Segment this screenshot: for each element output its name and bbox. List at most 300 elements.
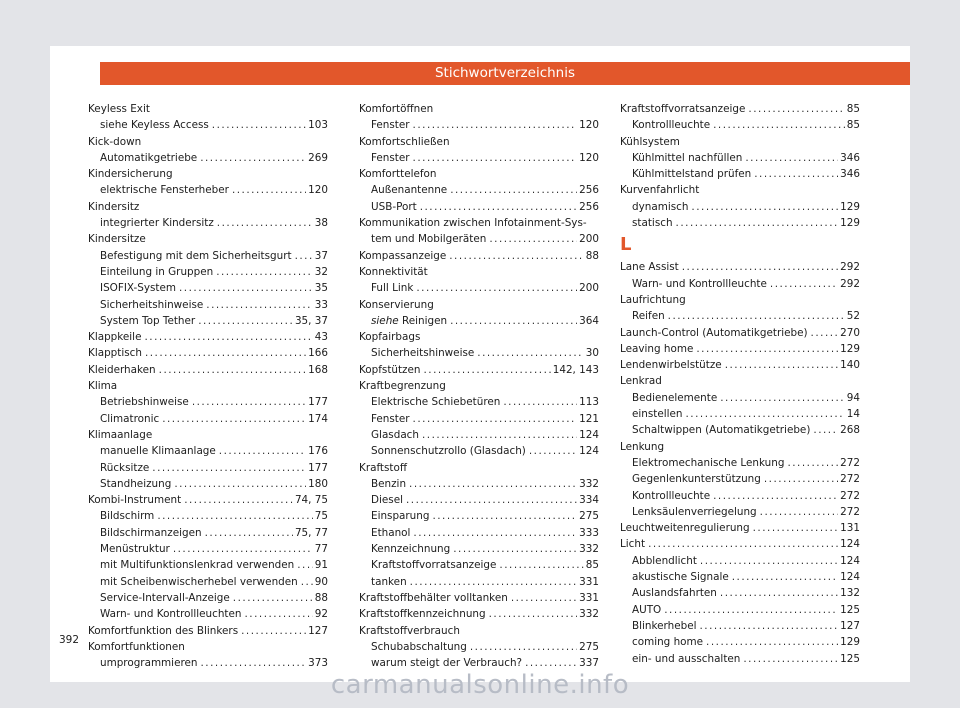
entry-text: Lane Assist bbox=[620, 261, 679, 274]
dot-leader bbox=[145, 345, 306, 361]
dot-leader bbox=[682, 259, 838, 275]
entry-page-ref: 129 bbox=[840, 342, 860, 355]
index-subentry bbox=[620, 602, 860, 618]
entry-text: Kindersitze bbox=[88, 233, 146, 246]
index-entry bbox=[359, 378, 599, 394]
entry-page-ref: 332 bbox=[579, 477, 599, 490]
entry-label bbox=[100, 525, 202, 541]
entry-label bbox=[632, 215, 673, 231]
entry-text: siehe Keyless Access bbox=[100, 119, 209, 132]
index-subentry bbox=[620, 117, 860, 133]
dot-leader bbox=[216, 264, 313, 280]
index-subentry bbox=[88, 476, 328, 492]
entry-page-ref: 35 bbox=[314, 282, 328, 295]
entry-text: Kraftbegrenzung bbox=[359, 380, 446, 393]
index-entry bbox=[359, 329, 599, 345]
entry-page-ref: 132 bbox=[840, 587, 860, 600]
entry-label bbox=[88, 492, 181, 508]
entry-text: Sicherheitshinweise bbox=[100, 298, 204, 311]
dot-leader bbox=[157, 508, 312, 524]
entry-page-ref: 272 bbox=[840, 456, 860, 469]
entry-text: Kindersitz bbox=[88, 200, 140, 213]
entry-label bbox=[100, 606, 241, 622]
entry-page-ref: 85 bbox=[846, 103, 860, 115]
entry-text: Kraftstoffverbrauch bbox=[359, 624, 460, 637]
dot-leader bbox=[413, 411, 578, 427]
entry-text: Kraftstoff bbox=[359, 461, 408, 474]
dot-leader bbox=[764, 471, 838, 487]
index-entry bbox=[359, 166, 599, 182]
entry-label bbox=[100, 248, 292, 264]
entry-label bbox=[359, 623, 460, 639]
entry-label bbox=[359, 264, 428, 280]
dot-leader bbox=[416, 280, 577, 296]
index-subentry bbox=[359, 574, 599, 590]
dot-leader bbox=[184, 492, 293, 508]
dot-leader bbox=[489, 231, 577, 247]
entry-text: Blinkerhebel bbox=[632, 619, 697, 632]
entry-label bbox=[371, 182, 447, 198]
index-subentry bbox=[620, 166, 860, 182]
entry-text: Konnektivität bbox=[359, 265, 428, 278]
index-subentry bbox=[359, 557, 599, 573]
entry-page-ref: 125 bbox=[840, 603, 860, 616]
entry-page-ref: 94 bbox=[846, 391, 860, 404]
entry-label bbox=[632, 569, 729, 585]
entry-text: Laufrichtung bbox=[620, 293, 686, 306]
index-subentry bbox=[88, 182, 328, 198]
entry-page-ref: 113 bbox=[579, 396, 599, 409]
index-subentry bbox=[88, 297, 328, 313]
entry-page-ref: 38 bbox=[314, 217, 328, 230]
entry-label bbox=[632, 471, 761, 487]
index-entry bbox=[359, 215, 599, 231]
entry-page-ref: 120 bbox=[308, 184, 328, 197]
entry-text: Befestigung mit dem Sicherheitsgurt bbox=[100, 249, 292, 262]
dot-leader bbox=[743, 651, 838, 667]
index-entry bbox=[359, 101, 599, 117]
index-entry bbox=[359, 623, 599, 639]
dot-leader bbox=[748, 101, 844, 117]
entry-label bbox=[632, 166, 751, 182]
index-entry bbox=[620, 325, 860, 341]
entry-text: Schaltwippen (Automatikgetriebe) bbox=[632, 424, 811, 437]
entry-label bbox=[359, 248, 446, 264]
entry-page-ref: 140 bbox=[840, 359, 860, 372]
entry-text: Keyless Exit bbox=[88, 103, 150, 115]
index-subentry bbox=[359, 280, 599, 296]
entry-text: System Top Tether bbox=[100, 314, 196, 327]
index-entry bbox=[88, 639, 328, 655]
entry-text: Kombi-Instrument bbox=[88, 494, 182, 507]
index-subentry bbox=[359, 182, 599, 198]
entry-page-ref: 90 bbox=[314, 575, 328, 588]
index-letter-heading: L bbox=[620, 234, 632, 256]
entry-label bbox=[88, 199, 139, 215]
entry-label bbox=[88, 623, 238, 639]
index-entry bbox=[359, 264, 599, 280]
index-subentry bbox=[359, 231, 599, 247]
entry-label bbox=[632, 117, 710, 133]
entry-label bbox=[620, 325, 808, 341]
entry-page-ref: 88 bbox=[585, 249, 599, 262]
entry-page-ref: 272 bbox=[840, 473, 860, 486]
entry-page-ref: 35, 37 bbox=[294, 314, 328, 327]
index-column-3 bbox=[620, 101, 860, 667]
entry-page-ref: 292 bbox=[840, 261, 860, 274]
entry-page-ref: 121 bbox=[579, 412, 599, 425]
dot-leader bbox=[525, 655, 577, 671]
dot-leader bbox=[413, 150, 578, 166]
entry-text: Komfortschließen bbox=[359, 135, 450, 148]
entry-label bbox=[371, 199, 417, 215]
index-subentry bbox=[88, 117, 328, 133]
entry-label bbox=[88, 101, 150, 117]
index-entry bbox=[620, 373, 860, 389]
dot-leader bbox=[295, 248, 313, 264]
entry-page-ref: 275 bbox=[579, 510, 599, 523]
entry-page-ref: 176 bbox=[308, 445, 328, 458]
entry-text: Kraftstoffvorratsanzeige bbox=[371, 559, 497, 572]
entry-label bbox=[100, 313, 195, 329]
entry-label bbox=[632, 422, 810, 438]
entry-text: Komforttelefon bbox=[359, 168, 437, 181]
entry-page-ref: 129 bbox=[840, 217, 860, 230]
entry-label bbox=[100, 557, 294, 573]
dot-leader bbox=[648, 536, 838, 552]
entry-text: Sicherheitshinweise bbox=[371, 347, 475, 360]
entry-label bbox=[359, 166, 436, 182]
index-entry bbox=[620, 101, 860, 117]
index-subentry bbox=[359, 150, 599, 166]
index-entry bbox=[88, 329, 328, 345]
entry-label bbox=[88, 345, 142, 361]
index-subentry bbox=[359, 508, 599, 524]
entry-text: Warn- und Kontrollleuchten bbox=[100, 608, 242, 621]
index-entry bbox=[620, 259, 860, 275]
index-subentry bbox=[88, 541, 328, 557]
index-subentry bbox=[620, 569, 860, 585]
dot-leader bbox=[219, 443, 306, 459]
dot-leader bbox=[477, 345, 584, 361]
entry-text: Benzin bbox=[371, 477, 407, 490]
dot-leader bbox=[813, 422, 838, 438]
dot-leader bbox=[413, 525, 577, 541]
entry-text: Bedienelemente bbox=[632, 391, 718, 404]
entry-page-ref: 124 bbox=[840, 538, 860, 551]
dot-leader bbox=[745, 150, 838, 166]
index-subentry bbox=[620, 406, 860, 422]
entry-label bbox=[100, 394, 189, 410]
entry-label bbox=[88, 427, 152, 443]
dot-leader bbox=[664, 602, 838, 618]
index-subentry bbox=[359, 492, 599, 508]
dot-leader bbox=[410, 574, 578, 590]
index-subentry bbox=[620, 276, 860, 292]
index-subentry bbox=[88, 508, 328, 524]
entry-page-ref: 364 bbox=[579, 314, 599, 327]
entry-label bbox=[620, 341, 693, 357]
dot-leader bbox=[811, 325, 839, 341]
entry-label bbox=[632, 651, 740, 667]
entry-label bbox=[620, 182, 699, 198]
index-subentry bbox=[620, 634, 860, 650]
entry-text: mit Multifunktionslenkrad verwenden bbox=[100, 559, 295, 572]
entry-page-ref: 272 bbox=[840, 489, 860, 502]
entry-label bbox=[632, 634, 703, 650]
dot-leader bbox=[200, 150, 306, 166]
entry-text: Diesel bbox=[371, 494, 403, 507]
dot-leader bbox=[699, 618, 838, 634]
entry-label bbox=[371, 443, 526, 459]
entry-page-ref: 37 bbox=[314, 249, 328, 262]
entry-label bbox=[371, 150, 410, 166]
entry-text: Fenster bbox=[371, 119, 410, 132]
entry-page-ref: 333 bbox=[579, 526, 599, 539]
index-entry bbox=[88, 492, 328, 508]
entry-text: Rücksitze bbox=[100, 461, 150, 474]
index-entry bbox=[88, 623, 328, 639]
watermark: carmanualsonline.info bbox=[330, 670, 630, 700]
entry-label bbox=[632, 553, 697, 569]
entry-label bbox=[371, 313, 447, 329]
entry-text: Kopfairbags bbox=[359, 331, 421, 344]
entry-text: Kleiderhaken bbox=[88, 363, 156, 376]
entry-page-ref: 177 bbox=[308, 396, 328, 409]
index-subentry bbox=[620, 585, 860, 601]
entry-label bbox=[100, 590, 230, 606]
index-subentry bbox=[88, 215, 328, 231]
index-entry bbox=[359, 590, 599, 606]
index-subentry bbox=[359, 655, 599, 671]
entry-text: Komfortöffnen bbox=[359, 103, 434, 115]
index-column-1 bbox=[88, 101, 328, 671]
entry-page-ref: 74, 75 bbox=[294, 494, 328, 507]
entry-page-ref: 256 bbox=[579, 200, 599, 213]
entry-label bbox=[371, 427, 419, 443]
index-subentry bbox=[359, 117, 599, 133]
entry-label bbox=[632, 602, 661, 618]
entry-page-ref: 292 bbox=[840, 277, 860, 290]
index-subentry bbox=[620, 150, 860, 166]
entry-label bbox=[359, 460, 407, 476]
index-entry bbox=[88, 378, 328, 394]
entry-page-ref: 131 bbox=[840, 522, 860, 535]
entry-text: Betriebshinweise bbox=[100, 396, 189, 409]
entry-label bbox=[100, 117, 209, 133]
entry-text: Fenster bbox=[371, 412, 410, 425]
index-entry bbox=[359, 134, 599, 150]
entry-text: Kopfstützen bbox=[359, 363, 421, 376]
entry-text: Kompassanzeige bbox=[359, 249, 447, 262]
index-subentry bbox=[620, 618, 860, 634]
index-entry bbox=[88, 199, 328, 215]
dot-leader bbox=[499, 557, 583, 573]
index-subentry bbox=[88, 394, 328, 410]
entry-text: Full Link bbox=[371, 282, 414, 295]
index-subentry bbox=[88, 313, 328, 329]
entry-page-ref: 346 bbox=[840, 168, 860, 181]
entry-page-ref: 120 bbox=[579, 119, 599, 132]
entry-label bbox=[620, 357, 722, 373]
dot-leader bbox=[413, 117, 578, 133]
dot-leader bbox=[241, 623, 306, 639]
entry-page-ref: 88 bbox=[314, 591, 328, 604]
entry-text: Warn- und Kontrollleuchte bbox=[632, 277, 767, 290]
index-entry bbox=[359, 297, 599, 313]
entry-page-ref: 92 bbox=[314, 608, 328, 621]
dot-leader bbox=[720, 390, 845, 406]
entry-label bbox=[88, 134, 141, 150]
dot-leader bbox=[173, 541, 313, 557]
entry-text: Elektromechanische Lenkung bbox=[632, 456, 785, 469]
entry-page-ref: 334 bbox=[579, 494, 599, 507]
entry-text: Schubabschaltung bbox=[371, 640, 467, 653]
entry-page-ref: 269 bbox=[308, 151, 328, 164]
entry-text: Leuchtweitenregulierung bbox=[620, 522, 750, 535]
entry-text: Launch-Control (Automatikgetriebe) bbox=[620, 326, 808, 339]
dot-leader bbox=[217, 215, 313, 231]
dot-leader bbox=[409, 476, 577, 492]
entry-page-ref: 30 bbox=[585, 347, 599, 360]
entry-label bbox=[620, 373, 662, 389]
entry-text: Kühlmittelstand prüfen bbox=[632, 168, 752, 181]
entry-label bbox=[100, 297, 203, 313]
dot-leader bbox=[432, 508, 577, 524]
index-entry bbox=[88, 345, 328, 361]
index-subentry bbox=[620, 488, 860, 504]
index-subentry bbox=[88, 606, 328, 622]
entry-text: Kühlmittel nachfüllen bbox=[632, 151, 743, 164]
dot-leader bbox=[696, 341, 838, 357]
entry-text: Bildschirmanzeigen bbox=[100, 526, 202, 539]
index-entry bbox=[88, 101, 328, 117]
dot-leader bbox=[713, 117, 845, 133]
entry-text: Glasdach bbox=[371, 428, 419, 441]
entry-label bbox=[359, 297, 434, 313]
index-subentry bbox=[359, 541, 599, 557]
entry-label bbox=[620, 439, 664, 455]
entry-text: warum steigt der Verbrauch? bbox=[371, 657, 523, 670]
entry-label bbox=[632, 199, 688, 215]
entry-label bbox=[371, 508, 429, 524]
dot-leader bbox=[706, 634, 838, 650]
dot-leader bbox=[450, 313, 577, 329]
entry-text: USB-Port bbox=[371, 200, 417, 213]
dot-leader bbox=[422, 427, 577, 443]
entry-page-ref: 75 bbox=[314, 510, 328, 523]
entry-page-ref: 268 bbox=[840, 424, 860, 437]
entry-text: Klappkeile bbox=[88, 331, 142, 344]
entry-page-ref: 77 bbox=[314, 543, 328, 556]
entry-page-ref: 127 bbox=[840, 619, 860, 632]
dot-leader bbox=[668, 308, 845, 324]
entry-label bbox=[632, 504, 757, 520]
entry-text: Elektrische Schiebetüren bbox=[371, 396, 501, 409]
entry-label bbox=[632, 308, 665, 324]
index-entry bbox=[620, 292, 860, 308]
entry-text: Automatikgetriebe bbox=[100, 151, 198, 164]
entry-label bbox=[620, 101, 745, 117]
entry-label bbox=[88, 166, 173, 182]
entry-label bbox=[100, 476, 171, 492]
entry-label bbox=[100, 182, 229, 198]
entry-page-ref: 124 bbox=[840, 571, 860, 584]
entry-text: integrierter Kindersitz bbox=[100, 217, 214, 230]
index-entry bbox=[88, 166, 328, 182]
dot-leader bbox=[691, 199, 838, 215]
entry-label bbox=[100, 574, 298, 590]
entry-label bbox=[620, 134, 680, 150]
entry-label bbox=[359, 134, 450, 150]
index-subentry bbox=[88, 411, 328, 427]
entry-page-ref: 33 bbox=[314, 298, 328, 311]
entry-label bbox=[100, 215, 214, 231]
entry-text: Lenksäulenverriegelung bbox=[632, 505, 757, 518]
index-subentry bbox=[359, 411, 599, 427]
entry-text: Standheizung bbox=[100, 477, 172, 490]
entry-page-ref: 275 bbox=[579, 640, 599, 653]
index-subentry bbox=[620, 504, 860, 520]
entry-text: elektrische Fensterheber bbox=[100, 184, 229, 197]
entry-label bbox=[620, 292, 686, 308]
entry-text: Kick-down bbox=[88, 135, 142, 148]
dot-leader bbox=[152, 460, 306, 476]
entry-label bbox=[632, 390, 717, 406]
index-subentry bbox=[620, 308, 860, 324]
entry-label bbox=[359, 606, 486, 622]
entry-text: Bildschirm bbox=[100, 510, 155, 523]
entry-page-ref: 331 bbox=[579, 591, 599, 604]
entry-text: Klimaanlage bbox=[88, 428, 153, 441]
entry-text: einstellen bbox=[632, 408, 683, 421]
entry-label bbox=[100, 508, 154, 524]
entry-page-ref: 127 bbox=[308, 624, 328, 637]
entry-text: Kurvenfahrlicht bbox=[620, 184, 700, 197]
index-subentry bbox=[88, 150, 328, 166]
entry-text: AUTO bbox=[632, 603, 662, 616]
index-subentry bbox=[359, 199, 599, 215]
index-entry bbox=[88, 134, 328, 150]
entry-text: Auslandsfahrten bbox=[632, 587, 717, 600]
dot-leader bbox=[174, 476, 306, 492]
entry-label bbox=[371, 411, 410, 427]
entry-text: Lenkrad bbox=[620, 375, 662, 388]
entry-text: Reifen bbox=[632, 310, 665, 323]
entry-page-ref: 124 bbox=[579, 428, 599, 441]
entry-page-ref: 168 bbox=[308, 363, 328, 376]
entry-page-ref: 337 bbox=[579, 657, 599, 670]
entry-label bbox=[100, 264, 213, 280]
dot-leader bbox=[760, 504, 838, 520]
entry-text: Climatronic bbox=[100, 412, 160, 425]
entry-text: Kraftstoffkennzeichnung bbox=[359, 608, 486, 621]
entry-label bbox=[359, 362, 421, 378]
dot-leader bbox=[424, 362, 551, 378]
index-entry bbox=[620, 341, 860, 357]
entry-label bbox=[632, 585, 717, 601]
entry-page-ref: 174 bbox=[308, 412, 328, 425]
dot-leader bbox=[233, 590, 313, 606]
entry-page-ref: 85 bbox=[585, 559, 599, 572]
section-title: Stichwortverzeichnis bbox=[434, 65, 576, 81]
entry-text: Kommunikation zwischen Infotainment-Sys- bbox=[359, 217, 587, 230]
entry-page-ref: 332 bbox=[579, 543, 599, 556]
entry-page-ref: 332 bbox=[579, 608, 599, 621]
entry-text: statisch bbox=[632, 217, 673, 230]
entry-page-ref: 331 bbox=[579, 575, 599, 588]
entry-page-ref: 85 bbox=[846, 119, 860, 132]
